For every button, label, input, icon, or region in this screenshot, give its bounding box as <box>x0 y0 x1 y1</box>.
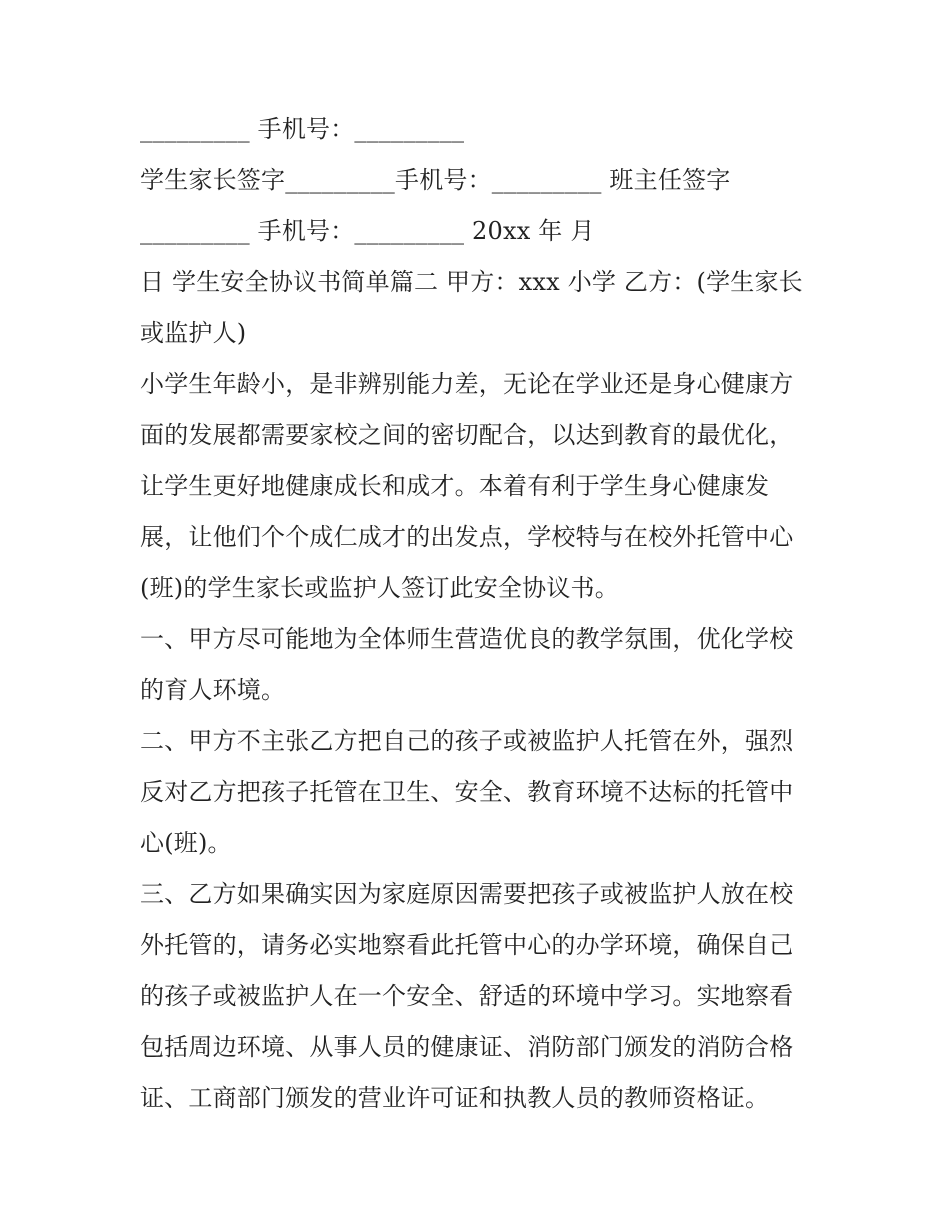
parent-signature-line: 学生家长签字_________手机号：_________ 班主任签字 <box>140 166 731 194</box>
clause-two-line: 心(班)。 <box>140 829 232 857</box>
clause-two-line: 二、甲方不主张乙方把自己的孩子或被监护人托管在外，强烈 <box>140 727 794 755</box>
clause-one-line: 的育人环境。 <box>140 676 286 704</box>
intro-paragraph-line: 面的发展都需要家校之间的密切配合，以达到教育的最优化， <box>140 421 794 449</box>
clause-two-line: 反对乙方把孩子托管在卫生、安全、教育环境不达标的托管中 <box>140 778 794 806</box>
intro-paragraph-line: 展，让他们个个成仁成才的出发点，学校特与在校外托管中心 <box>140 523 794 551</box>
clause-three-line: 包括周边环境、从事人员的健康证、消防部门颁发的消防合格 <box>140 1033 794 1061</box>
agreement-heading-line-cont: 或监护人) <box>140 319 247 347</box>
document-body <box>140 104 820 1124</box>
intro-paragraph-line: 小学生年龄小，是非辨别能力差，无论在学业还是身心健康方 <box>140 370 794 398</box>
agreement-heading-line: 日 学生安全协议书简单篇二 甲方：xxx 小学 乙方：(学生家长 <box>140 268 803 296</box>
teacher-signature-date-line: _________ 手机号：_________ 20xx 年 月 <box>140 217 595 245</box>
clause-three-line: 证、工商部门颁发的营业许可证和执教人员的教师资格证。 <box>140 1084 770 1112</box>
clause-three-line: 三、乙方如果确实因为家庭原因需要把孩子或被监护人放在校 <box>140 880 794 908</box>
clause-three-line: 外托管的，请务必实地察看此托管中心的办学环境，确保自己 <box>140 931 794 959</box>
signature-line-phone: _________ 手机号：_________ <box>140 115 465 143</box>
intro-paragraph-line: 让学生更好地健康成长和成才。本着有利于学生身心健康发 <box>140 472 770 500</box>
clause-three-line: 的孩子或被监护人在一个安全、舒适的环境中学习。实地察看 <box>140 982 794 1010</box>
intro-paragraph-line: (班)的学生家长或监护人签订此安全协议书。 <box>140 574 619 602</box>
clause-one-line: 一、甲方尽可能地为全体师生营造优良的教学氛围，优化学校 <box>140 625 794 653</box>
